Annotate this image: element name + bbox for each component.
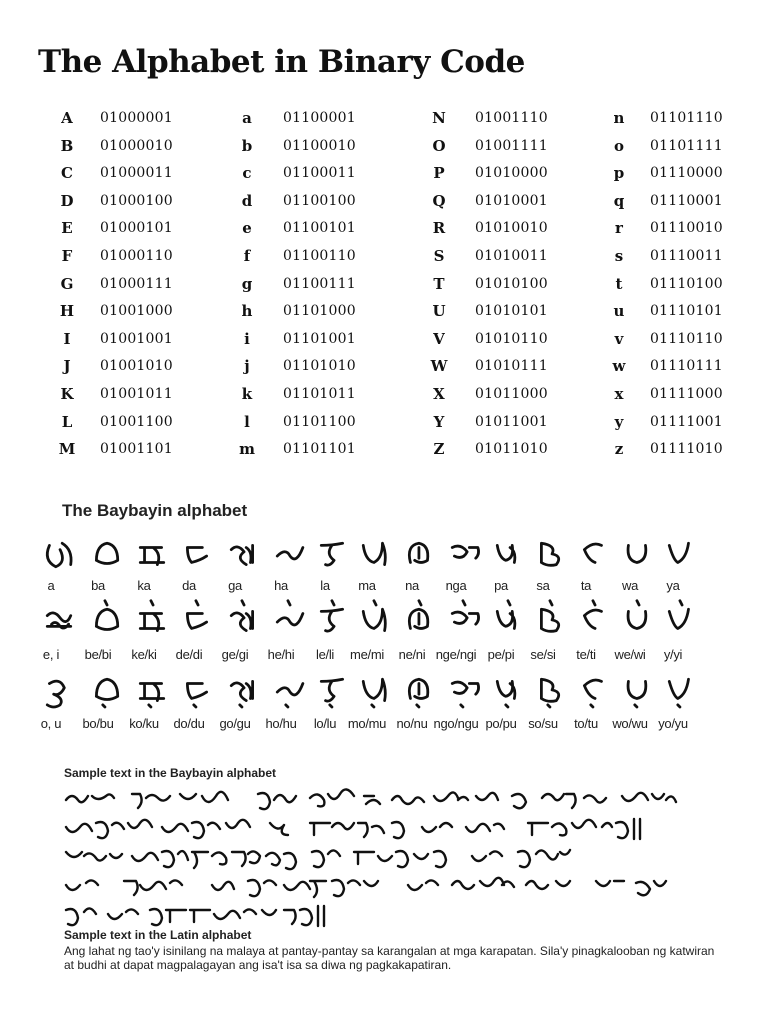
binary-code: 01010110 [475,330,548,347]
baybayin-glyph [354,670,396,712]
syllable-label: so/su [528,716,558,731]
binary-code: 01000011 [100,165,173,182]
syllable-label: da [182,578,196,593]
syllable-label: we/wi [614,647,646,662]
binary-code: 01001001 [100,330,173,347]
syllable-label: le/li [315,647,334,662]
glyph-row-a [0,534,768,578]
baybayin-glyph [85,600,127,642]
baybayin-glyph [530,600,572,642]
lowercase-letter: b [241,136,253,155]
lowercase-letter: k [241,385,253,403]
lowercase-letter: p [613,164,625,183]
baybayin-glyph [38,600,80,642]
syllable-row-a [0,578,768,598]
lowercase-letter: h [241,302,253,321]
binary-code: 01101010 [283,358,356,375]
syllable-label: wa [621,578,639,593]
binary-code: 01010000 [475,165,548,182]
baybayin-glyph [222,670,264,712]
baybayin-glyph [222,534,264,576]
baybayin-glyph [268,600,310,642]
syllable-label: ba [91,578,105,593]
binary-code: 01000111 [100,275,173,292]
uppercase-letter: W [430,357,448,376]
uppercase-letter: X [433,385,445,403]
syllable-label: do/du [173,716,205,731]
baybayin-glyph [573,534,615,576]
baybayin-glyph [131,534,173,576]
lowercase-letter: m [239,440,255,459]
binary-row [0,325,768,353]
binary-code: 01001011 [100,386,173,402]
uppercase-letter: U [432,302,446,321]
lowercase-letter: u [613,302,625,321]
binary-code: 01110011 [650,248,723,264]
syllable-label: wo/wu [612,716,648,731]
sample-latin-text: Ang lahat ng tao'y isinilang na malaya at pantay-pantay sa karangalan at mga karapatan. Sila'y pinagkalooban ng katwiran at budhi at dapat magpalagayan ang isa't isa sa diwa ng pagkakapatiran. [64,944,715,972]
page-title: The Alphabet in Binary Code [38,44,525,80]
syllable-label: pe/pi [487,647,515,662]
binary-code: 01011000 [475,386,548,402]
uppercase-letter: R [432,219,446,238]
baybayin-glyph [312,600,354,642]
syllable-label: nge/ngi [435,647,477,662]
uppercase-letter: Q [432,191,446,210]
binary-code: 01110100 [650,275,723,292]
binary-code: 01000100 [100,192,173,209]
baybayin-title: The Baybayin alphabet [62,501,248,520]
uppercase-letter: G [60,274,74,293]
syllable-row-ei [0,647,768,667]
baybayin-glyph [312,670,354,712]
baybayin-sample-text [62,786,722,931]
baybayin-line-2 [62,815,722,844]
lowercase-letter: g [241,274,253,293]
binary-code: 01100110 [283,248,356,264]
syllable-label: la [320,578,330,593]
baybayin-glyph [354,600,396,642]
baybayin-glyph [176,600,218,642]
baybayin-line-4 [62,873,722,902]
uppercase-letter: P [433,164,445,183]
binary-code: 01111001 [650,413,723,430]
lowercase-letter: d [241,191,253,210]
syllable-label: he/hi [267,647,295,662]
binary-row [0,380,768,408]
binary-row [0,270,768,298]
baybayin-line-1 [62,786,722,815]
binary-row [0,187,768,215]
syllable-label: to/tu [574,716,598,731]
baybayin-glyph [312,534,354,576]
uppercase-letter: J [63,357,71,376]
lowercase-letter: l [244,412,250,431]
syllable-label: se/si [530,647,556,662]
syllable-label: a [47,578,55,593]
syllable-label: ha [274,578,288,593]
binary-code: 01001101 [100,441,173,458]
binary-code: 01000101 [100,220,173,237]
binary-code: 01101001 [283,330,356,347]
binary-row [0,242,768,270]
lowercase-letter: e [242,219,252,238]
baybayin-glyph [85,670,127,712]
binary-code: 01110101 [650,303,723,320]
baybayin-glyph [660,670,702,712]
binary-code: 01100100 [283,192,356,209]
syllable-label: po/pu [485,716,517,731]
baybayin-glyph [488,670,530,712]
binary-code: 01100111 [283,275,356,292]
binary-code: 01101011 [283,386,356,402]
syllable-label: nga [445,578,467,593]
binary-code: 01001111 [475,137,548,154]
binary-code: 01101100 [283,413,356,430]
baybayin-glyph [530,534,572,576]
syllable-label: ke/ki [131,647,157,662]
baybayin-glyph [85,534,127,576]
binary-row [0,214,768,242]
syllable-label: te/ti [576,647,596,662]
uppercase-letter: D [60,191,74,210]
uppercase-letter: Y [433,412,445,431]
syllable-label: o, u [40,716,62,731]
uppercase-letter: F [61,247,73,265]
binary-row [0,132,768,160]
lowercase-letter: n [613,109,625,127]
uppercase-letter: I [63,329,71,348]
baybayin-line-5 [62,902,722,931]
binary-row [0,104,768,132]
uppercase-letter: C [61,164,73,183]
uppercase-letter: O [432,136,446,155]
lowercase-letter: c [242,164,252,183]
binary-code: 01010011 [475,248,548,264]
syllable-label: e, i [42,647,60,662]
binary-code: 01001110 [475,110,548,126]
binary-row [0,297,768,325]
syllable-label: ya [666,578,680,593]
syllable-label: sa [536,578,550,593]
syllable-label: no/nu [396,716,428,731]
binary-code: 01100101 [283,220,356,237]
syllable-label: ko/ku [129,716,159,731]
lowercase-letter: j [244,357,250,376]
glyph-row-ou [0,670,768,714]
baybayin-glyph [443,670,485,712]
binary-code: 01101110 [650,110,723,126]
binary-code: 01010100 [475,275,548,292]
syllable-label: mo/mu [347,716,387,731]
binary-code: 01001000 [100,303,173,320]
syllable-label: na [405,578,419,593]
lowercase-letter: v [614,329,624,348]
binary-code: 01000010 [100,137,173,154]
uppercase-letter: Z [433,440,445,459]
binary-code: 01111000 [650,386,723,402]
syllable-label: ne/ni [398,647,426,662]
binary-code: 01011010 [475,441,548,458]
binary-code: 01001010 [100,358,173,375]
syllable-label: ma [358,578,376,593]
uppercase-letter: L [61,412,73,431]
baybayin-glyph [354,534,396,576]
uppercase-letter: M [58,440,76,459]
baybayin-glyph [176,534,218,576]
binary-code: 01111010 [650,441,723,458]
uppercase-letter: A [61,109,73,127]
binary-code: 01100011 [283,165,356,182]
binary-code: 01100010 [283,137,356,154]
uppercase-letter: B [60,136,74,155]
lowercase-letter: o [613,136,624,155]
syllable-label: ka [137,578,151,593]
syllable-label: ho/hu [265,716,297,731]
syllable-label: be/bi [84,647,112,662]
uppercase-letter: S [433,247,445,265]
syllable-label: pa [494,578,508,593]
binary-code: 01011001 [475,413,548,430]
binary-code: 01100001 [283,110,356,126]
syllable-label: go/gu [219,716,251,731]
binary-code: 01001100 [100,413,173,430]
lowercase-letter: s [614,247,624,265]
binary-code: 01101101 [283,441,356,458]
baybayin-glyph [573,600,615,642]
binary-row [0,435,768,463]
baybayin-glyph [443,600,485,642]
baybayin-glyph [131,600,173,642]
uppercase-letter: K [60,385,74,403]
syllable-label: lo/lu [313,716,337,731]
baybayin-line-3 [62,844,722,873]
sample-baybayin-title: Sample text in the Baybayin alphabet [64,766,277,780]
baybayin-glyph [660,600,702,642]
binary-code: 01110010 [650,220,723,237]
lowercase-letter: t [615,274,623,293]
glyph-row-ei [0,600,768,644]
syllable-label: ta [580,578,592,593]
baybayin-glyph [617,534,659,576]
syllable-label: yo/yu [658,716,688,731]
binary-code: 01110111 [650,358,723,375]
baybayin-glyph [443,534,485,576]
syllable-row-ou [0,716,768,736]
binary-code: 01000001 [100,110,173,126]
syllable-label: ngo/ngu [433,716,479,731]
uppercase-letter: V [433,329,445,348]
baybayin-glyph [399,534,441,576]
baybayin-glyph [38,534,80,576]
binary-code: 01010111 [475,358,548,375]
uppercase-letter: T [433,274,445,293]
sample-latin-title: Sample text in the Latin alphabet [64,928,252,942]
uppercase-letter: H [59,302,75,321]
lowercase-letter: y [614,412,624,431]
baybayin-glyph [131,670,173,712]
baybayin-glyph [268,670,310,712]
uppercase-letter: E [61,219,73,238]
binary-code: 01010001 [475,192,548,209]
binary-code: 01000110 [100,248,173,264]
baybayin-glyph [530,670,572,712]
lowercase-letter: r [615,219,623,238]
baybayin-glyph [176,670,218,712]
baybayin-glyph [38,670,80,712]
binary-row [0,352,768,380]
binary-row [0,159,768,187]
baybayin-glyph [488,600,530,642]
baybayin-glyph [617,600,659,642]
syllable-label: ga [228,578,242,593]
syllable-label: bo/bu [82,716,114,731]
baybayin-glyph [573,670,615,712]
syllable-label: me/mi [350,647,384,662]
lowercase-letter: q [613,191,625,210]
baybayin-glyph [488,534,530,576]
uppercase-letter: N [432,109,446,127]
binary-code: 01101000 [283,303,356,320]
binary-code: 01101111 [650,137,723,154]
baybayin-glyph [399,670,441,712]
binary-code: 01110001 [650,192,723,209]
baybayin-glyph [617,670,659,712]
syllable-label: de/di [175,647,203,662]
lowercase-letter: i [244,329,250,348]
binary-code: 01010101 [475,303,548,320]
lowercase-letter: z [614,440,624,459]
syllable-label: y/yi [663,647,683,662]
binary-code: 01010010 [475,220,548,237]
binary-row [0,408,768,436]
lowercase-letter: f [243,247,251,265]
syllable-label: ge/gi [221,647,249,662]
binary-code: 01110000 [650,165,723,182]
baybayin-glyph [268,534,310,576]
binary-code: 01110110 [650,330,723,347]
baybayin-glyph [660,534,702,576]
baybayin-glyph [399,600,441,642]
lowercase-letter: w [612,357,626,376]
baybayin-glyph [222,600,264,642]
lowercase-letter: x [614,385,624,403]
lowercase-letter: a [242,109,252,127]
